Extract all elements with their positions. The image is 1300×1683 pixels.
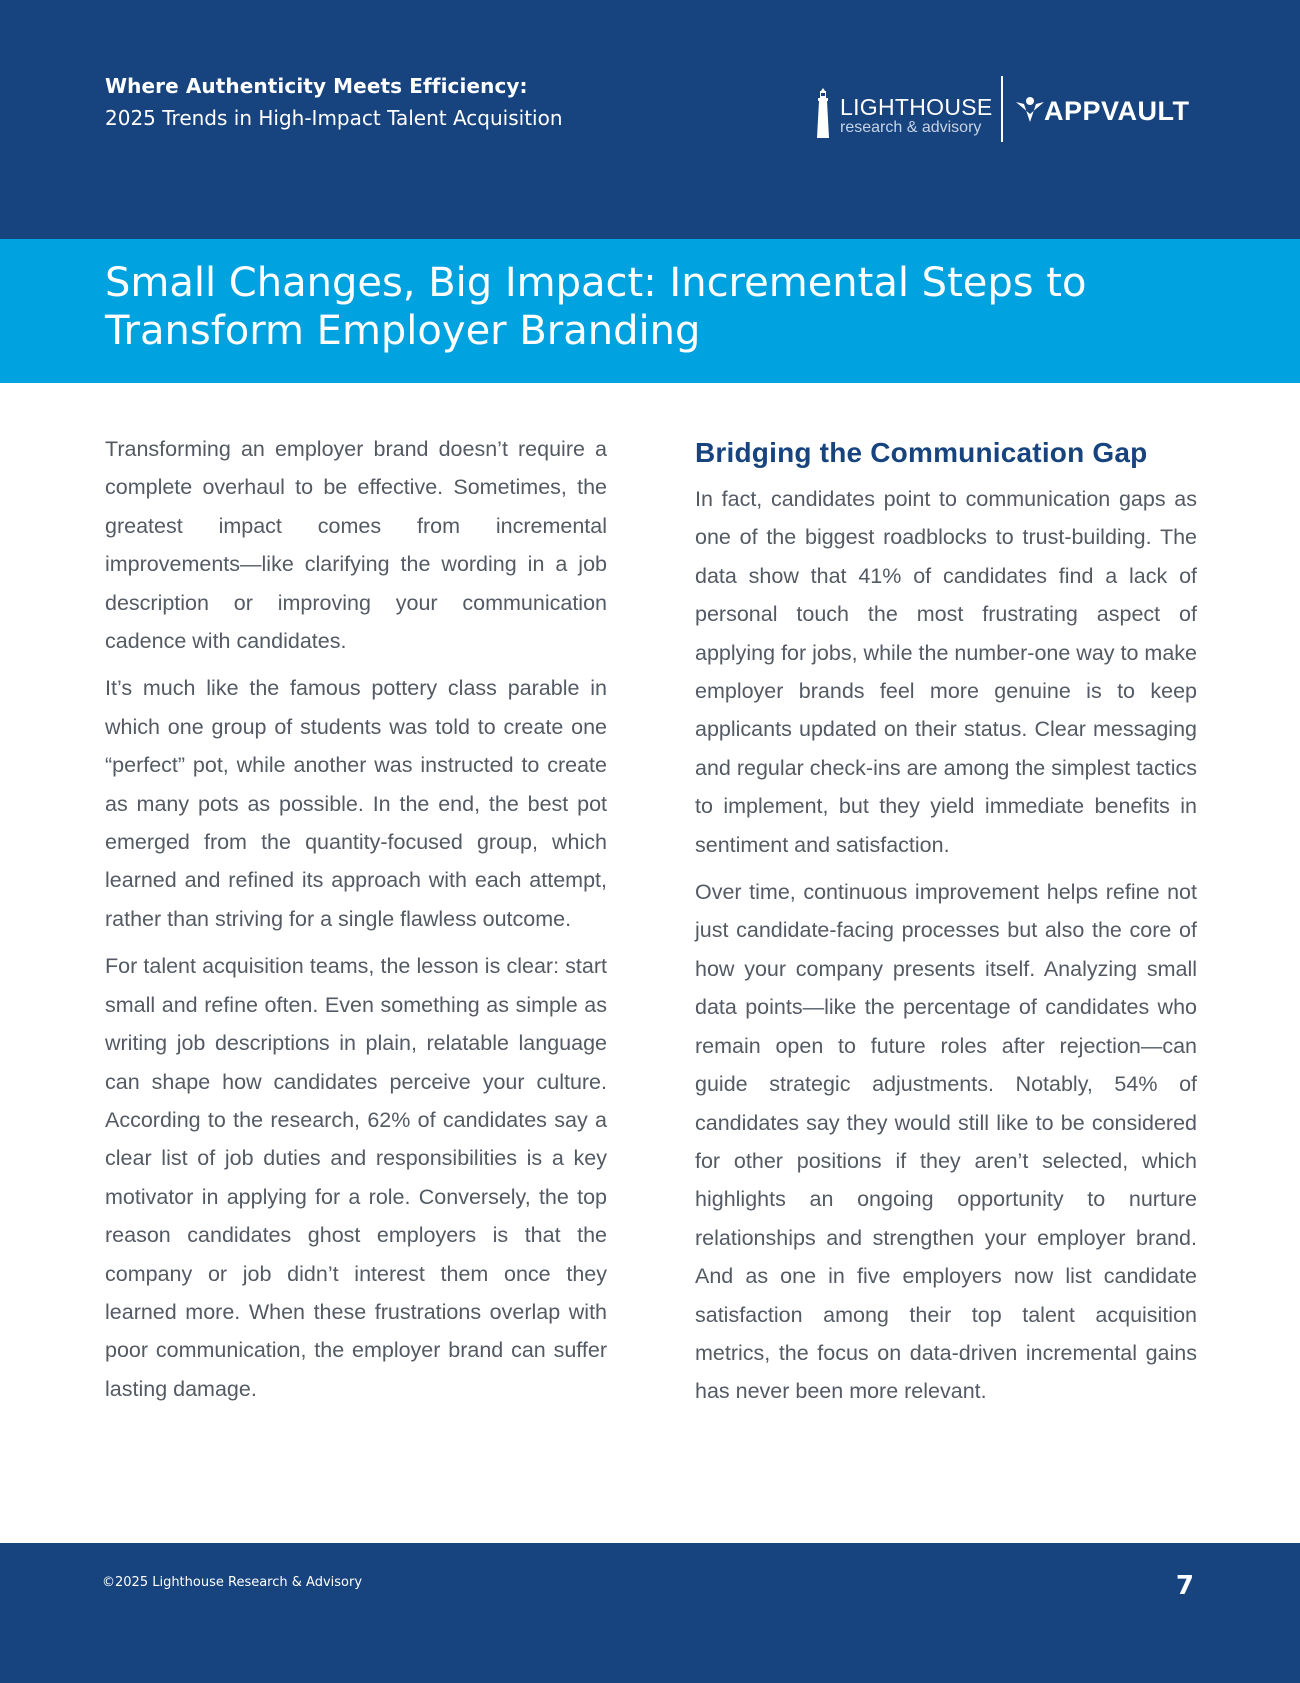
body-paragraph: In fact, candidates point to communication gaps as one of the biggest roadblocks to trust-building. The data show that 41% of candidates find a lack of personal touch the most frustrating aspect of applying for jobs, while the number-one way to make employer brands feel more genuine is to keep applicants updated on their status. Clear messaging and regular check-ins are among the simplest tactics to implement, but they yield immediate benefits in sentiment and satisfaction.	[695, 487, 1197, 857]
lighthouse-icon	[815, 88, 831, 138]
copyright-notice: ©2025 Lighthouse Research & Advisory	[102, 1575, 363, 1590]
partner-logos	[815, 74, 1195, 144]
page-header	[0, 0, 1300, 239]
appvault-logo-name: APPVAULT	[1044, 96, 1190, 126]
body-paragraph: Transforming an employer brand doesn’t require a complete overhaul to be effective. Sometimes, the greatest impact comes from incremental improvements—like clarifying the wording in a job description or improving your communication cadence with candidates.	[105, 437, 607, 654]
body-paragraph: For talent acquisition teams, the lesson is clear: start small and refine often. Even something as simple as writing job descriptions in plain, relatable language can shape how candidates perceive your culture. According to the research, 62% of candidates say a clear list of job duties and responsibilities is a key motivator in applying for a role. Conversely, the top reason candidates ghost employers is that the company or job didn’t interest them once they learned more. When these frustrations overlap with poor communication, the employer brand can suffer lasting damage.	[105, 954, 607, 1401]
left-column	[105, 430, 607, 1417]
lighthouse-logo-name: LIGHTHOUSE	[840, 94, 993, 120]
appvault-figure-icon	[1015, 96, 1045, 122]
section-banner	[0, 239, 1300, 383]
logo-divider	[1001, 76, 1003, 142]
section-heading: Bridging the Communication Gap	[695, 437, 1148, 468]
lighthouse-logo-tagline: research & advisory	[840, 119, 982, 136]
section-title: Small Changes, Big Impact: Incremental Steps to Transform Employer Branding	[105, 260, 1087, 354]
report-title: Where Authenticity Meets Efficiency:	[105, 74, 528, 98]
right-column	[695, 432, 1197, 1420]
page-number: 7	[1175, 1571, 1194, 1601]
body-paragraph: It’s much like the famous pottery class parable in which one group of students was told to create one “perfect” pot, while another was instructed to create as many pots as possible. In the end, the best pot emerged from the quantity-focused group, which learned and refined its approach with each attempt, rather than striving for a single flawless outcome.	[105, 676, 607, 931]
report-subtitle: 2025 Trends in High-Impact Talent Acquisition	[105, 106, 563, 130]
body-paragraph: Over time, continuous improvement helps refine not just candidate-facing processes but also the core of how your company presents itself. Analyzing small data points—like the percentage of candidates who remain open to future roles after rejection—can guide strategic adjustments. Notably, 54% of candidates say they would still like to be considered for other positions if they aren’t selected, which highlights an ongoing opportunity to nurture relationships and strengthen your employer brand. And as one in five employers now list candidate satisfaction among their top talent acquisition metrics, the focus on data-driven incremental gains has never been more relevant.	[695, 880, 1197, 1404]
page-footer	[0, 1543, 1300, 1683]
